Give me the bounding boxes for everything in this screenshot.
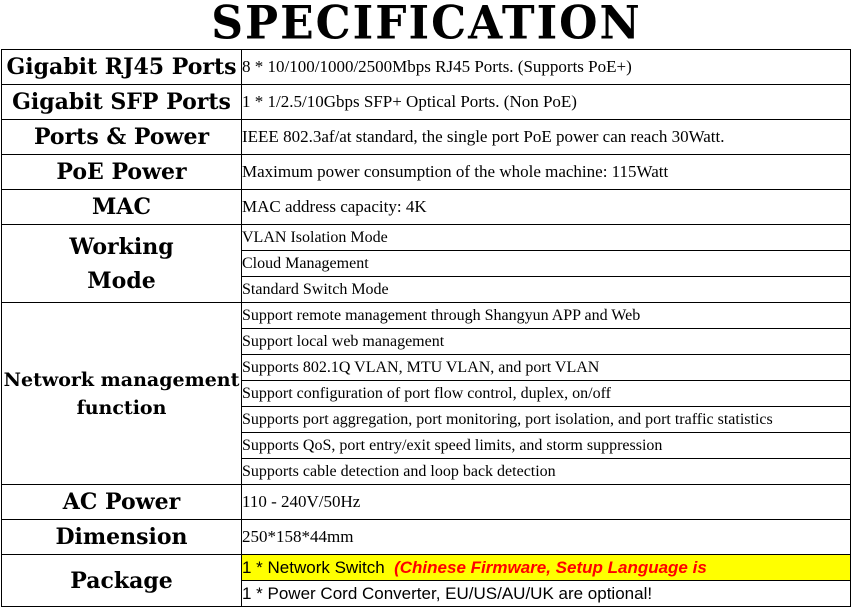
network-mgmt-label xyxy=(2,303,242,485)
page-title: SPECIFICATION xyxy=(211,0,642,51)
network-mgmt-item: Support remote management through Shangyun APP and Web xyxy=(242,303,851,329)
row-poe-power xyxy=(2,155,851,190)
working-mode-item: VLAN Isolation Mode xyxy=(242,225,851,251)
row-rj45 xyxy=(2,50,851,85)
row-working-mode xyxy=(2,225,851,251)
ac-power-label: AC Power xyxy=(2,485,242,520)
network-mgmt-item: Support configuration of port flow control, duplex, on/off xyxy=(242,381,851,407)
ports-power-label: Ports & Power xyxy=(2,120,242,155)
network-mgmt-label-line1: Network management xyxy=(3,368,240,391)
network-mgmt-item: Support local web management xyxy=(242,329,851,355)
rj45-label: Gigabit RJ45 Ports xyxy=(2,50,242,85)
network-mgmt-item: Supports port aggregation, port monitoring, port isolation, and port traffic statistics xyxy=(242,407,851,433)
working-mode-item: Standard Switch Mode xyxy=(242,277,851,303)
mac-label: MAC xyxy=(2,190,242,225)
sfp-label: Gigabit SFP Ports xyxy=(2,85,242,120)
dimension-label: Dimension xyxy=(2,520,242,555)
ac-power-value: 110 - 240V/50Hz xyxy=(242,485,851,520)
sfp-value: 1 * 1/2.5/10Gbps SFP+ Optical Ports. (Non PoE) xyxy=(242,85,851,120)
dimension-value: 250*158*44mm xyxy=(242,520,851,555)
working-mode-label-line2: Mode xyxy=(87,267,156,294)
rj45-value: 8 * 10/100/1000/2500Mbps RJ45 Ports. (Supports PoE+) xyxy=(242,50,851,85)
row-mac xyxy=(2,190,851,225)
package-label: Package xyxy=(2,555,242,607)
package-item-switch xyxy=(242,555,851,581)
network-mgmt-item: Supports 802.1Q VLAN, MTU VLAN, and port VLAN xyxy=(242,355,851,381)
network-mgmt-item: Supports cable detection and loop back detection xyxy=(242,459,851,485)
row-dimension xyxy=(2,520,851,555)
working-mode-label-line1: Working xyxy=(69,233,174,260)
network-mgmt-item: Supports QoS, port entry/exit speed limits, and storm suppression xyxy=(242,433,851,459)
row-ac-power xyxy=(2,485,851,520)
poe-power-value: Maximum power consumption of the whole machine: 115Watt xyxy=(242,155,851,190)
working-mode-item: Cloud Management xyxy=(242,251,851,277)
row-ports-power xyxy=(2,120,851,155)
poe-power-label: PoE Power xyxy=(2,155,242,190)
row-sfp xyxy=(2,85,851,120)
row-package xyxy=(2,555,851,581)
working-mode-label xyxy=(2,225,242,303)
package-item-power-cord: 1 * Power Cord Converter, EU/US/AU/UK are optional! xyxy=(242,581,851,607)
firmware-warning: (Chinese Firmware, Setup Language is xyxy=(394,557,707,577)
spec-table xyxy=(1,49,851,607)
ports-power-value: IEEE 802.3af/at standard, the single port PoE power can reach 30Watt. xyxy=(242,120,851,155)
row-network-mgmt xyxy=(2,303,851,329)
package-switch-text: 1 * Network Switch xyxy=(242,557,395,577)
network-mgmt-label-line2: function xyxy=(76,396,167,419)
mac-value: MAC address capacity: 4K xyxy=(242,190,851,225)
